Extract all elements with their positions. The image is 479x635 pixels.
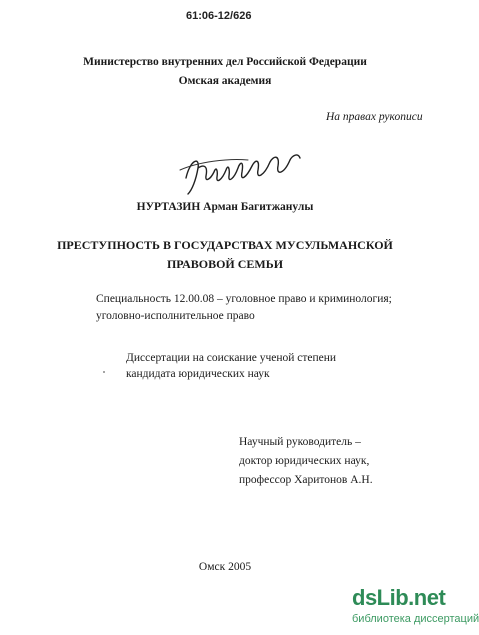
manuscript-rights-note: На правах рукописи (326, 111, 423, 123)
watermark-logo[interactable]: dsLib.net (352, 585, 446, 610)
specialty-line-1: Специальность 12.00.08 – уголовное право и криминология; (96, 293, 392, 305)
supervisor-line-2: доктор юридических наук, (239, 455, 370, 467)
scan-speck (103, 371, 105, 373)
city-year: Омск 2005 (198, 561, 252, 573)
archive-code: 61:06-12/626 (186, 10, 252, 22)
signature-icon (178, 150, 308, 196)
institution-line-1: Министерство внутренних дел Российской Федерации (83, 56, 367, 68)
supervisor-line-3: профессор Харитонов А.Н. (239, 474, 373, 486)
dissertation-title-line-2: ПРАВОВОЙ СЕМЬИ (166, 257, 284, 271)
watermark-subtitle[interactable]: библиотека диссертаций (352, 613, 479, 625)
degree-line-1: Диссертации на соискание ученой степени (126, 352, 337, 364)
author-name: НУРТАЗИН Арман Багитжанулы (136, 201, 314, 213)
supervisor-line-1: Научный руководитель – (239, 436, 361, 448)
specialty-line-2: уголовно-исполнительное право (96, 310, 255, 322)
institution-line-2: Омская академия (178, 75, 272, 87)
degree-line-2: кандидата юридических наук (126, 368, 270, 380)
dissertation-title-line-1: ПРЕСТУПНОСТЬ В ГОСУДАРСТВАХ МУСУЛЬМАНСКОЙ (57, 238, 393, 252)
